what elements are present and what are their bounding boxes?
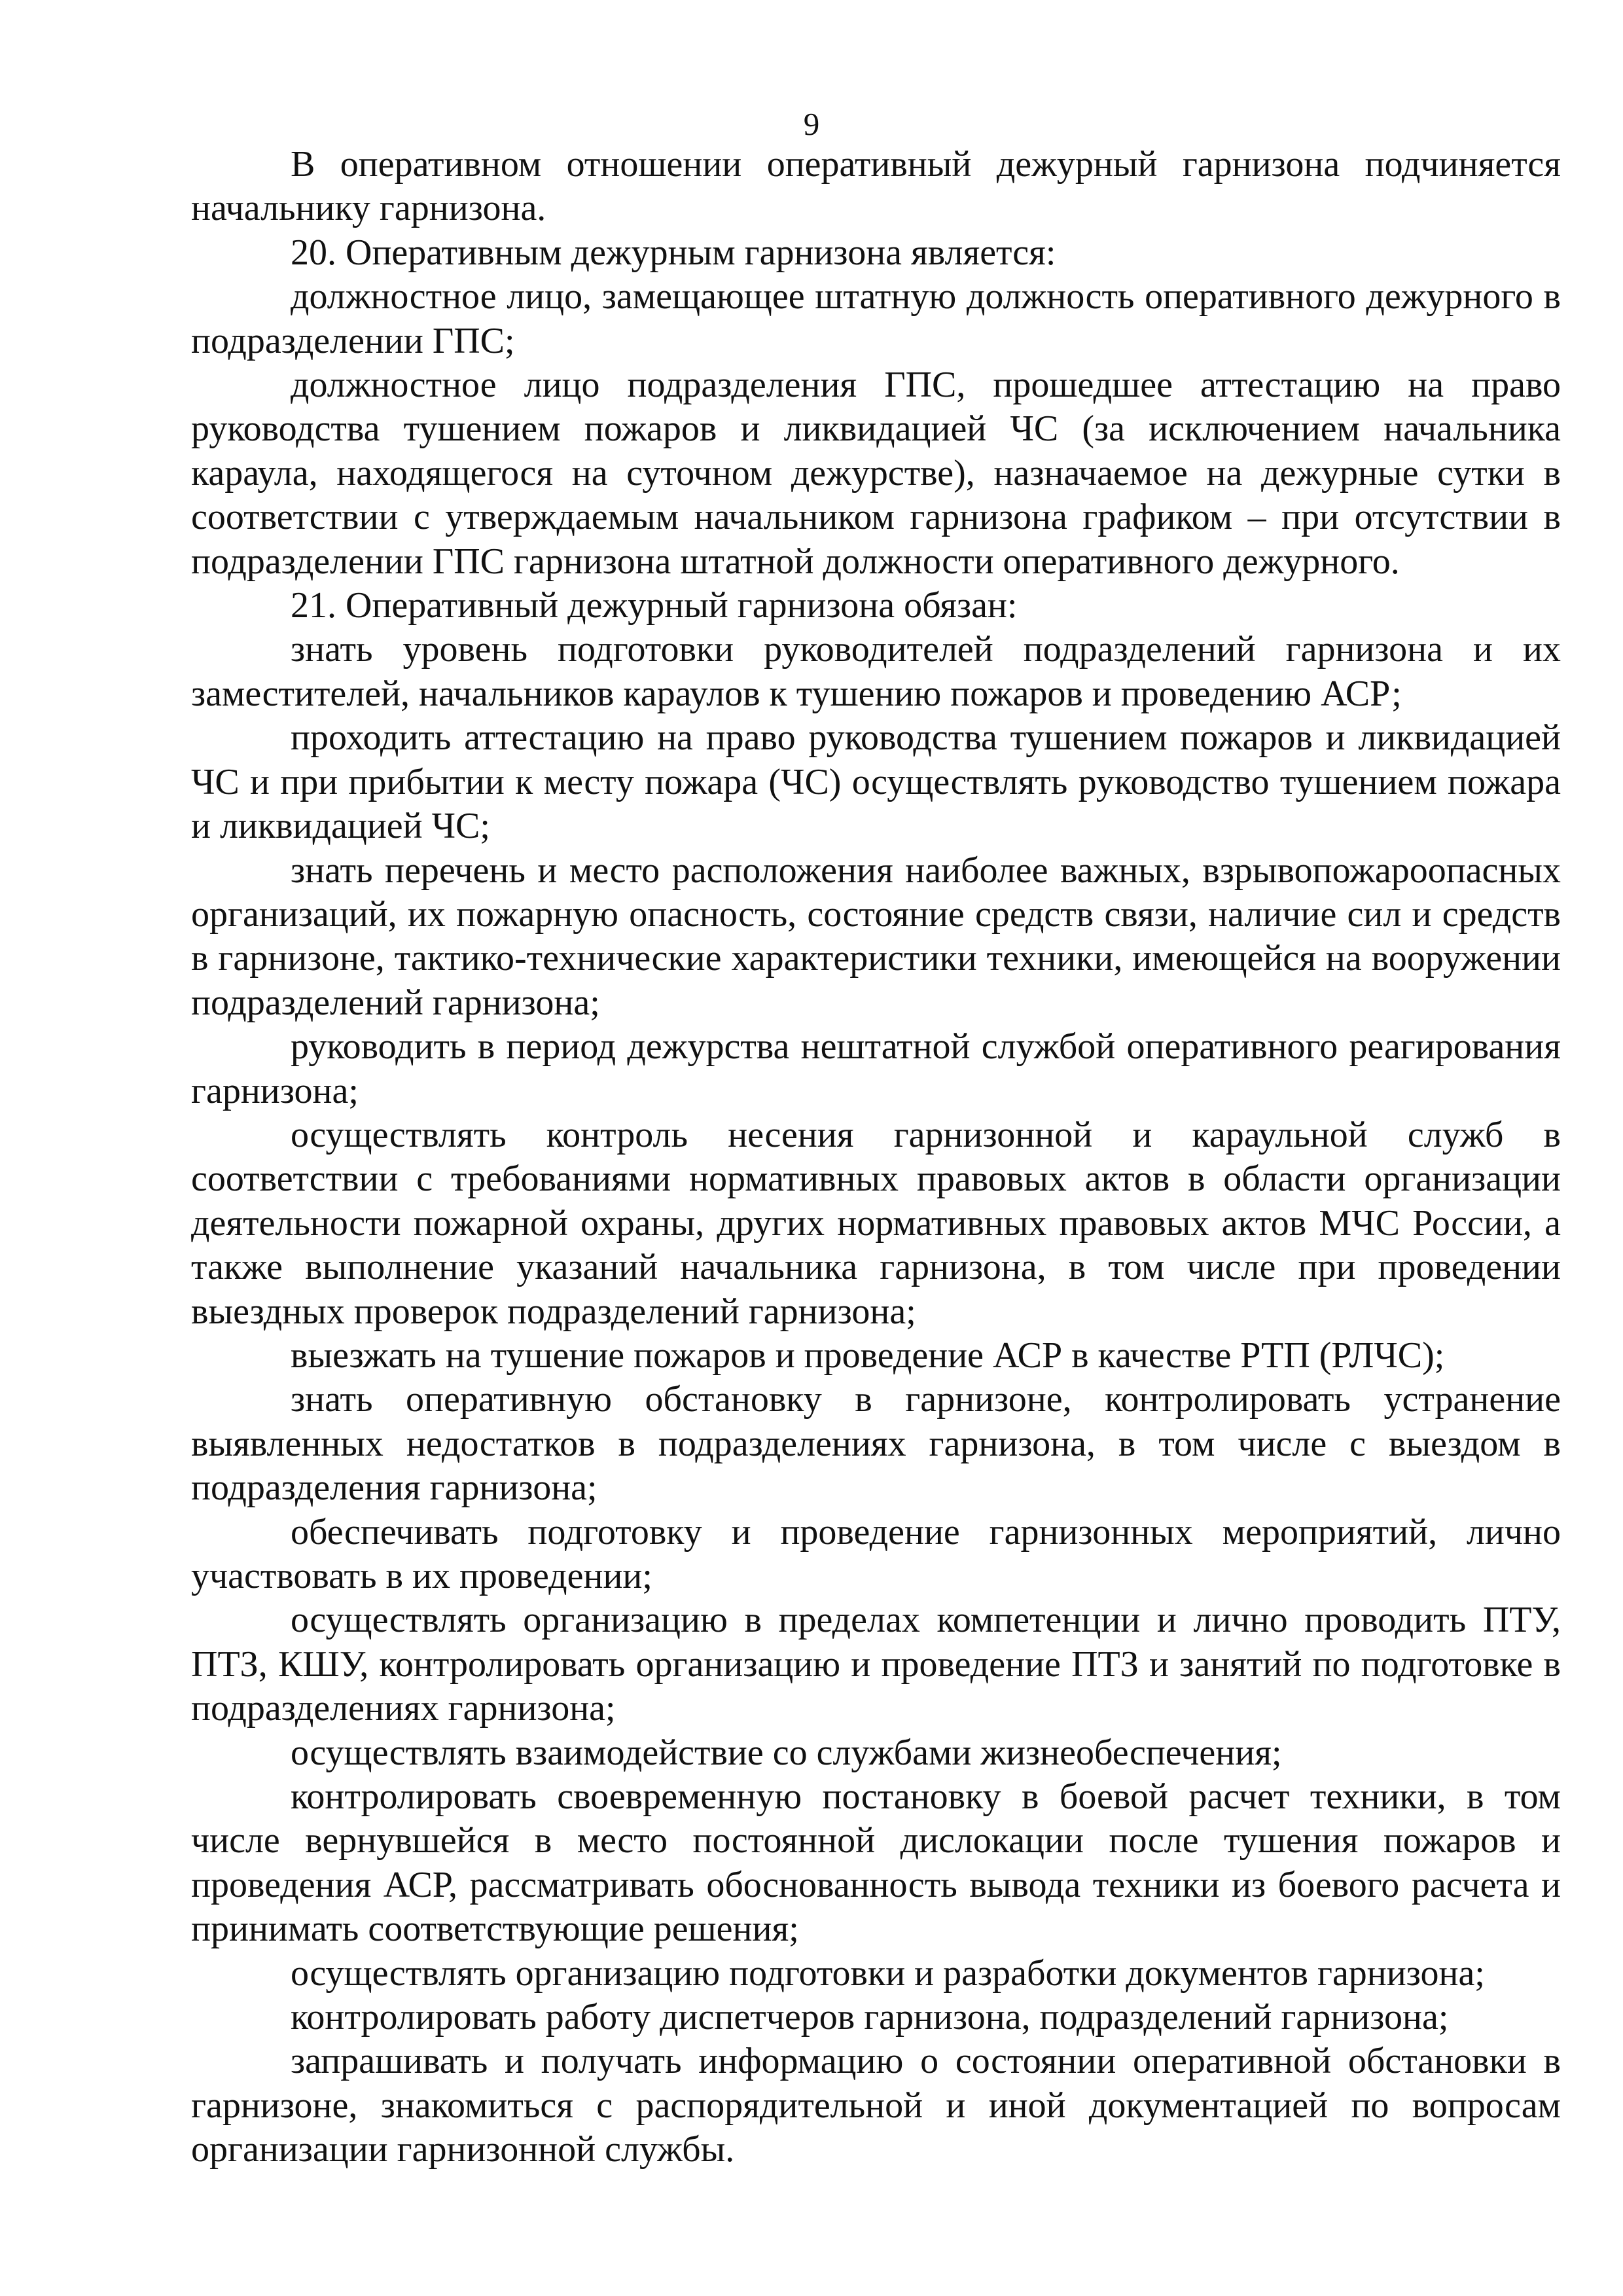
paragraph-item-20-heading: 20. Оперативным дежурным гарнизона является:	[291, 232, 1056, 273]
paragraph-item-21-heading: 21. Оперативный дежурный гарнизона обязан:	[291, 585, 1018, 626]
paragraph-duty-know-organizations: знать перечень и место расположения наиболее важных, взрывопожароопасных организаций, их пожарную опасность, состояние средств связи, наличие сил и средств в гарнизоне, тактико-технические характеристики техники, имеющейся на вооружении подразделений гарнизона;	[191, 850, 1561, 1023]
paragraph-duty-respond: выезжать на тушение пожаров и проведение АСР в качестве РТП (РЛЧС);	[291, 1335, 1445, 1376]
paragraph-duty-lead-service: руководить в период дежурства нештатной службой оперативного реагирования гарнизона;	[191, 1026, 1561, 1111]
paragraph-duty-situation: знать оперативную обстановку в гарнизоне, контролировать устранение выявленных недостатков в подразделениях гарнизона, в том числе с выездом в подразделения гарнизона;	[191, 1379, 1561, 1509]
paragraph-subordination: В оперативном отношении оперативный дежурный гарнизона подчиняется начальнику гарнизона.	[191, 144, 1561, 229]
document-body	[191, 143, 1561, 2172]
paragraph-duty-training-level: знать уровень подготовки руководителей подразделений гарнизона и их заместителей, начальников караулов к тушению пожаров и проведению АСР;	[191, 629, 1561, 714]
paragraph-duty-information: запрашивать и получать информацию о состоянии оперативной обстановки в гарнизоне, знакомиться с распорядительной и иной документацией по вопросам организации гарнизонной службы.	[191, 2041, 1561, 2170]
paragraph-duty-equipment: контролировать своевременную постановку в боевой расчет техники, в том числе вернувшейся в место постоянной дислокации после тушения пожаров и проведения АСР, рассматривать обоснованность вывода техники из боевого расчета и принимать соответствующие решения;	[191, 1776, 1561, 1950]
paragraph-duty-events: обеспечивать подготовку и проведение гарнизонных мероприятий, лично участвовать в их проведении;	[191, 1511, 1561, 1596]
page-number: 9	[803, 106, 820, 142]
paragraph-duty-documents: осуществлять организацию подготовки и разработки документов гарнизона;	[291, 1952, 1485, 1994]
paragraph-duty-certification: проходить аттестацию на право руководства тушением пожаров и ликвидацией ЧС и при прибытии к месту пожара (ЧС) осуществлять руководство тушением пожара и ликвидацией ЧС;	[191, 717, 1561, 847]
paragraph-duty-exercises: осуществлять организацию в пределах компетенции и лично проводить ПТУ, ПТЗ, КШУ, контролировать организацию и проведение ПТЗ и занятий по подготовке в подразделениях гарнизона;	[191, 1600, 1561, 1729]
paragraph-duty-control-service: осуществлять контроль несения гарнизонной и караульной служб в соответствии с требованиями нормативных правовых актов в области организации деятельности пожарной охраны, других нормативных правовых актов МЧС России, а также выполнение указаний начальника гарнизона, в том числе при проведении выездных проверок подразделений гарнизона;	[191, 1114, 1561, 1332]
paragraph-staff-official: должностное лицо, замещающее штатную должность оперативного дежурного в подразделении ГПС;	[191, 276, 1561, 361]
paragraph-duty-dispatchers: контролировать работу диспетчеров гарнизона, подразделений гарнизона;	[291, 1997, 1449, 2038]
paragraph-duty-cooperation: осуществлять взаимодействие со службами жизнеобеспечения;	[291, 1732, 1282, 1773]
paragraph-certified-official: должностное лицо подразделения ГПС, прошедшее аттестацию на право руководства тушением пожаров и ликвидацией ЧС (за исключением начальника караула, находящегося на суточном дежурстве), назначаемое на дежурные сутки в соответствии с утверждаемым начальником гарнизона графиком – при отсутствии в подразделении ГПС гарнизона штатной должности оперативного дежурного.	[191, 365, 1561, 582]
